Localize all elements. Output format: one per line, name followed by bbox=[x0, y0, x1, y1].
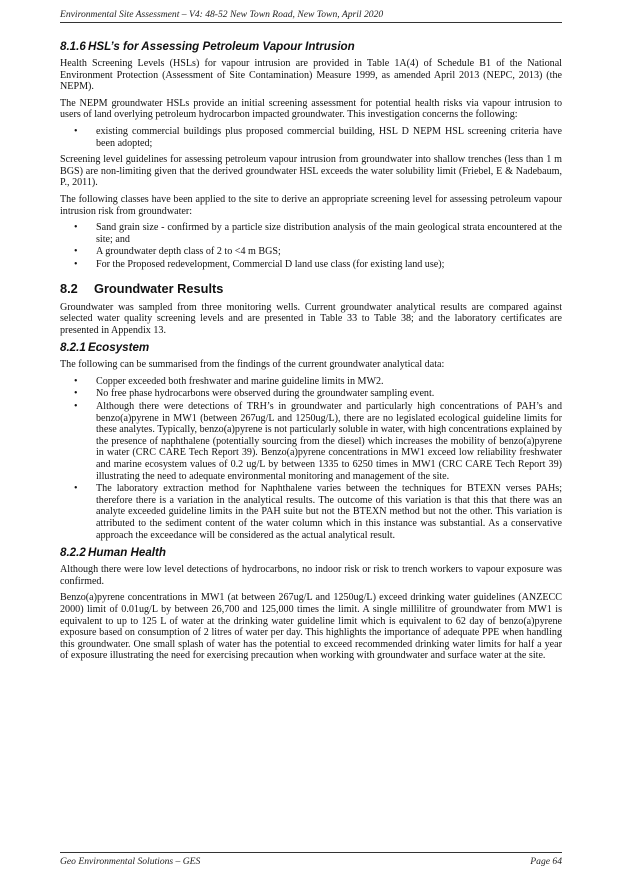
list-item: • existing commercial buildings plus proposed commercial building, HSL D NEPM HSL screening criteria have been adopted; bbox=[60, 126, 562, 149]
bullet-list bbox=[60, 376, 562, 541]
bullet-list bbox=[60, 126, 562, 149]
heading-number: 8.1.6 bbox=[60, 40, 86, 53]
paragraph: Groundwater was sampled from three monitoring wells. Current groundwater analytical results are compared against selected water quality screening levels and are presented in Table 33 to Table 38; and the laboratory certificates are presented in Appendix 13. bbox=[60, 301, 562, 336]
paragraph: The following classes have been applied to the site to derive an appropriate screening level for assessing petroleum vapour intrusion risk from groundwater: bbox=[60, 193, 562, 217]
paragraph: Screening level guidelines for assessing petroleum vapour intrusion from groundwater into shallow trenches (less than 1 m BGS) are non-limiting given that the derived groundwater HSL exceeds the water solubility limit (Friebel, E & Nadebaum, P., 2011). bbox=[60, 154, 562, 189]
paragraph: Although there were low level detections of hydrocarbons, no indoor risk or risk to trench workers to vapour exposure was confirmed. bbox=[60, 564, 562, 587]
list-item: • Sand grain size - confirmed by a particle size distribution analysis of the main geological strata encountered at the site; and bbox=[60, 222, 562, 245]
heading-number: 8.2 bbox=[60, 280, 78, 296]
running-footer bbox=[60, 852, 562, 867]
list-item: • A groundwater depth class of 2 to <4 m BGS; bbox=[60, 246, 562, 258]
list-item: • Although there were detections of TRH’s in groundwater and particularly high concentrations of PAH’s and benzo(a)pyrene in MW1 (between 267ug/L and 1250ug/L), there are no legislated ecological guideline limits for these analytes. Typically, benzo(a)pyrene is not particularly soluble in water, with high concentrations explained by the presence of naphthalene (potentially sourcing from the diesel) which increases the mobility of benzo(a)pyrene in water (CRC CARE Tech Report 39). Benzo(a)pyrene concentrations in MW1 exceed low reliability freshwater and marine ecosystem values of 0.2 ug/L by between 1335 to 6250 times in MW1 (CRC CARE Tech Report 39) illustrating the need to adequate environmental monitoring and management of the site. bbox=[60, 401, 562, 482]
paragraph: The following can be summarised from the findings of the current groundwater analytical data: bbox=[60, 359, 445, 371]
heading-number: 8.2.1 bbox=[60, 341, 86, 355]
list-item: • For the Proposed redevelopment, Commercial D land use class (for existing land use); bbox=[60, 259, 562, 271]
heading-number: 8.2.2 bbox=[60, 546, 86, 560]
running-header: Environmental Site Assessment – V4: 48-52 New Town Road, New Town, April 2020 bbox=[60, 9, 562, 23]
heading-title: Groundwater Results bbox=[94, 280, 224, 296]
list-item: • The laboratory extraction method for Naphthalene varies between the techniques for BTEXN verses PAHs; therefore there is a variation in the analytical results. The outcome of this variation is that this that there was an analyte exceeded guideline limits in the PAH suite but not the BTEXN method but not the other. This variation is attributed to the sediment content of the water column which in this instance was substantial. As a conservative approach the exceedance will be considered as the actual analytical result. bbox=[60, 483, 562, 541]
paragraph: The NEPM groundwater HSLs provide an initial screening assessment for potential health risks via vapour intrusion to users of land overlying petroleum hydrocarbon impacted groundwater. This investigation concerns the following: bbox=[60, 97, 562, 121]
heading-8-2-2 bbox=[60, 546, 562, 559]
paragraph: Benzo(a)pyrene concentrations in MW1 (at between 267ug/L and 1250ug/L) exceed drinking water guidelines (ANZECC 2000) limit of 0.01ug/L by between 26,700 and 125,000 times the limit. A single millilitre of groundwater from MW1 is equivalent to up to 125 L of water at the drinking water guideline limit which is equivalent to 62 day of benzo(a)pyrene exposure based on consumption of 2 litres of water per day. This highlights the importance of adequate PPE when handling this groundwater. One small splash of water has the potential to exceed recommended drinking water limits for half a year of exposure illustrating the need for exercising precaution when working with groundwater and surface water at the site. bbox=[60, 592, 562, 662]
bullet-list bbox=[60, 222, 562, 270]
page-content bbox=[60, 40, 562, 667]
paragraph: Health Screening Levels (HSLs) for vapour intrusion are provided in Table 1A(4) of Schedule B1 of the National Environment Protection (Assessment of Site Contamination) Measure 1999, as amended April 2013 (NEPC, 2013) (the NEPM). bbox=[60, 58, 562, 93]
list-item: • Copper exceeded both freshwater and marine guideline limits in MW2. bbox=[60, 376, 562, 388]
heading-8-2 bbox=[60, 281, 562, 296]
heading-title: Ecosystem bbox=[88, 341, 150, 355]
heading-title: HSL’s for Assessing Petroleum Vapour Intrusion bbox=[88, 40, 355, 53]
footer-company: Geo Environmental Solutions – GES bbox=[60, 856, 201, 867]
page-number: Page 64 bbox=[530, 856, 562, 867]
heading-8-1-6 bbox=[60, 40, 562, 53]
list-item: • No free phase hydrocarbons were observed during the groundwater sampling event. bbox=[60, 388, 562, 400]
heading-title: Human Health bbox=[88, 546, 166, 560]
heading-8-2-1 bbox=[60, 341, 562, 354]
